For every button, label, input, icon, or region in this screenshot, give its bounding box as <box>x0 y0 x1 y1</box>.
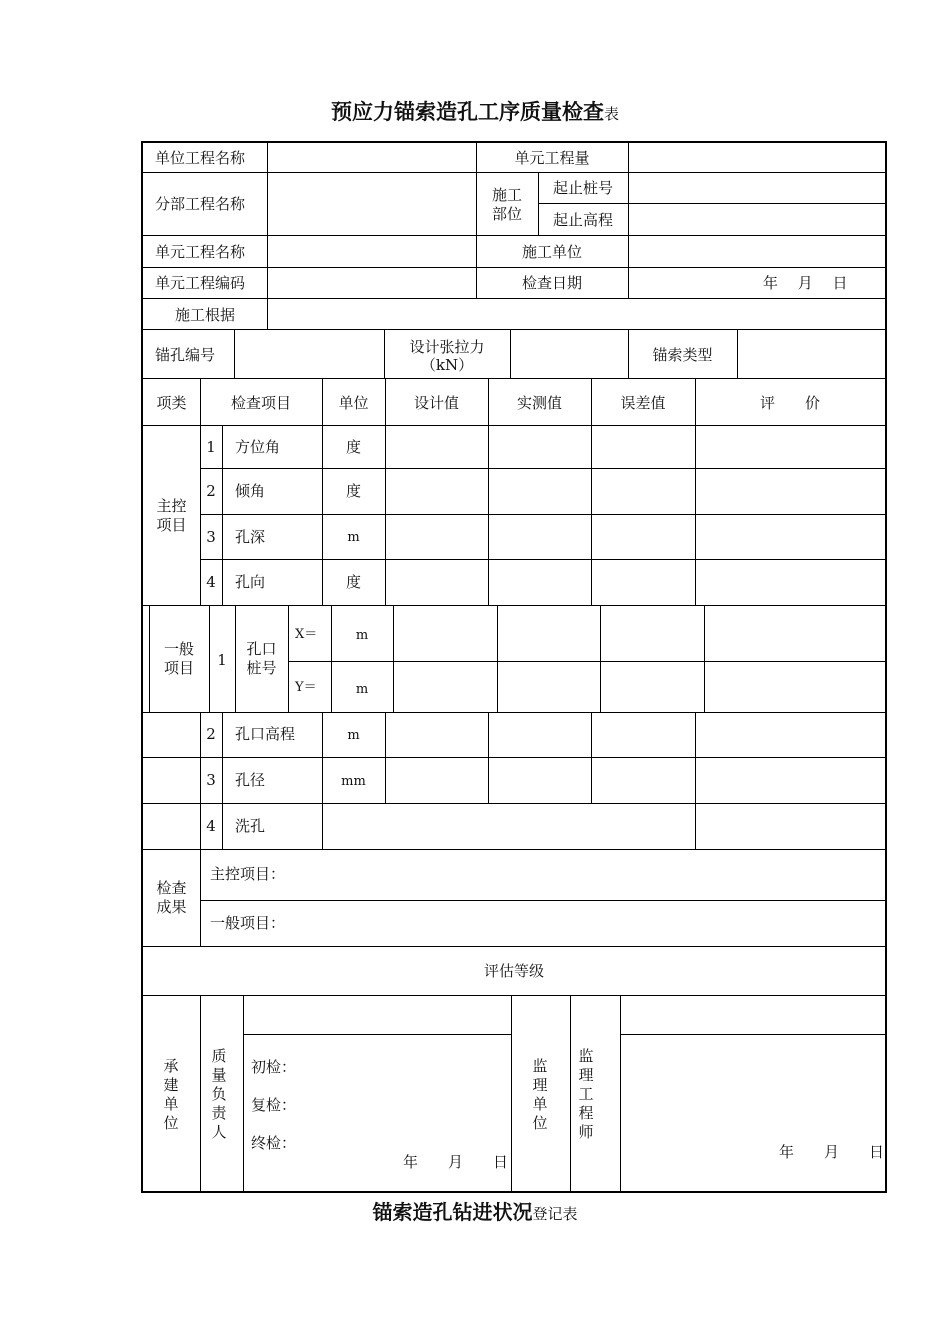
hole-station-label-l2: 桩号 <box>246 659 277 677</box>
construction-location-label-l1: 施工 <box>491 186 522 204</box>
col-line <box>267 143 268 298</box>
start-end-elevation-label: 起止高程 <box>552 211 613 229</box>
row-line <box>200 900 885 901</box>
x-coordinate-label: X＝ <box>295 627 318 642</box>
general-label-l2: 项目 <box>163 659 194 677</box>
general-row-item: 孔径 <box>235 771 266 789</box>
col-line <box>288 605 289 712</box>
row-line <box>200 559 885 560</box>
supervisor-unit-label: 监 理 单 位 <box>532 1057 548 1132</box>
second-form-title-main: 锚索造孔钻进状况 <box>372 1200 533 1224</box>
results-label-l2: 成果 <box>156 898 187 916</box>
col-line <box>704 605 705 712</box>
element-project-name-label: 单元工程名称 <box>155 243 246 261</box>
main-row-item: 方位角 <box>235 438 281 456</box>
main-row-unit: m <box>347 530 360 545</box>
general-row-no: 2 <box>206 725 216 743</box>
construction-unit-label: 施工单位 <box>521 243 582 261</box>
main-row-no: 4 <box>206 573 216 591</box>
first-check-label: 初检： <box>251 1058 297 1076</box>
header-category: 项类 <box>156 394 187 412</box>
hole-station-label-l1: 孔口 <box>246 640 277 658</box>
row-line <box>243 1034 511 1035</box>
col-line <box>243 995 244 1191</box>
recheck-label: 复检： <box>251 1096 297 1114</box>
col-line <box>393 605 394 712</box>
col-line <box>628 143 629 298</box>
second-form-title-suffix: 登记表 <box>532 1205 578 1223</box>
col-line <box>695 712 696 849</box>
anchor-hole-no-label: 锚孔编号 <box>155 346 216 364</box>
results-general: 一般项目： <box>210 914 286 932</box>
sub-project-name-label: 分部工程名称 <box>155 195 246 213</box>
y-coordinate-label: Y＝ <box>295 680 317 695</box>
col-line <box>497 605 498 712</box>
design-tension-label-l2: （kN） <box>420 356 474 374</box>
row-line <box>143 172 885 173</box>
row-line <box>143 378 885 379</box>
main-row-unit: 度 <box>345 438 361 456</box>
x-coordinate-unit: m <box>355 628 369 643</box>
results-main-control: 主控项目： <box>210 865 286 883</box>
general-row-item: 洗孔 <box>235 817 266 835</box>
contractor-sign-date: 年 月 日 <box>403 1153 509 1171</box>
row-line <box>143 425 885 426</box>
general-row-item: 孔口高程 <box>235 725 296 743</box>
row-line <box>143 946 885 947</box>
main-row-unit: 度 <box>345 482 361 500</box>
row-line <box>143 267 885 268</box>
main-row-no: 1 <box>206 438 216 456</box>
main-row-item: 孔深 <box>235 528 266 546</box>
construction-location-label-l2: 部位 <box>491 205 522 223</box>
col-line <box>488 712 489 803</box>
col-line <box>222 712 223 849</box>
inspection-date-label: 检查日期 <box>521 274 582 292</box>
header-unit: 单位 <box>338 394 369 412</box>
row-line <box>143 298 885 299</box>
form-title-main: 预应力锚索造孔工序质量检查 <box>330 99 604 124</box>
col-line <box>385 712 386 803</box>
row-line <box>143 605 885 606</box>
main-row-no: 3 <box>206 528 216 546</box>
general-row-no: 1 <box>217 651 227 669</box>
form-title-suffix: 表 <box>603 105 619 123</box>
header-error-value: 误差值 <box>620 394 666 412</box>
row-line <box>200 468 885 469</box>
col-line <box>600 605 601 712</box>
anchor-type-label: 锚索类型 <box>652 346 713 364</box>
row-line <box>143 329 885 330</box>
row-line <box>143 995 885 996</box>
element-project-code-label: 单元工程编码 <box>155 274 246 292</box>
form-title <box>0 96 950 126</box>
col-line <box>511 995 512 1191</box>
start-end-station-label: 起止桩号 <box>552 179 613 197</box>
second-form-title <box>0 1196 950 1225</box>
general-row-unit: mm <box>341 774 366 789</box>
header-evaluation: 评 价 <box>759 394 820 412</box>
col-line <box>510 329 511 378</box>
supervisor-engineer-label: 监 理 工 程 师 <box>578 1047 594 1141</box>
design-tension-label-l1: 设计张拉力 <box>409 338 485 356</box>
col-line <box>620 995 621 1191</box>
row-line <box>538 203 885 204</box>
evaluation-grade-label: 评估等级 <box>483 962 544 980</box>
main-control-label-l1: 主控 <box>156 497 187 515</box>
header-check-item: 检查项目 <box>230 394 291 412</box>
inspection-date-ymd: 年 月 日 <box>763 274 848 292</box>
results-label-l1: 检查 <box>156 879 187 897</box>
construction-basis-label: 施工根据 <box>174 306 235 324</box>
main-control-label-l2: 项目 <box>156 516 187 534</box>
main-row-unit: 度 <box>345 573 361 591</box>
col-line <box>200 849 201 946</box>
general-row-no: 4 <box>206 817 216 835</box>
row-line <box>288 661 885 662</box>
col-line <box>591 712 592 803</box>
quality-responsible-person-label: 质 量 负 责 人 <box>211 1047 227 1141</box>
y-coordinate-unit: m <box>355 682 369 697</box>
general-row-unit: m <box>347 728 360 743</box>
row-line <box>143 235 885 236</box>
row-line <box>143 757 885 758</box>
col-line <box>570 995 571 1191</box>
unit-element-quantity-label: 单元工程量 <box>514 149 590 167</box>
col-line <box>200 995 201 1191</box>
supervisor-sign-date: 年 月 日 <box>779 1143 885 1161</box>
col-line <box>737 329 738 378</box>
general-label-l1: 一般 <box>163 640 194 658</box>
contractor-unit-label: 承 建 单 位 <box>163 1057 179 1132</box>
main-row-no: 2 <box>206 482 216 500</box>
row-line <box>143 803 885 804</box>
final-check-label: 终检： <box>251 1134 297 1152</box>
row-line <box>143 849 885 850</box>
unit-project-name-label: 单位工程名称 <box>155 149 246 167</box>
header-measured-value: 实测值 <box>516 394 562 412</box>
row-line <box>200 514 885 515</box>
general-row-no: 3 <box>206 771 216 789</box>
header-design-value: 设计值 <box>413 394 459 412</box>
main-row-item: 孔向 <box>235 573 266 591</box>
col-line <box>234 329 235 378</box>
col-line <box>222 425 223 605</box>
row-line <box>143 712 885 713</box>
col-line <box>267 298 268 329</box>
main-row-item: 倾角 <box>235 482 266 500</box>
row-line <box>620 1034 885 1035</box>
inspection-form-table <box>141 141 887 1193</box>
